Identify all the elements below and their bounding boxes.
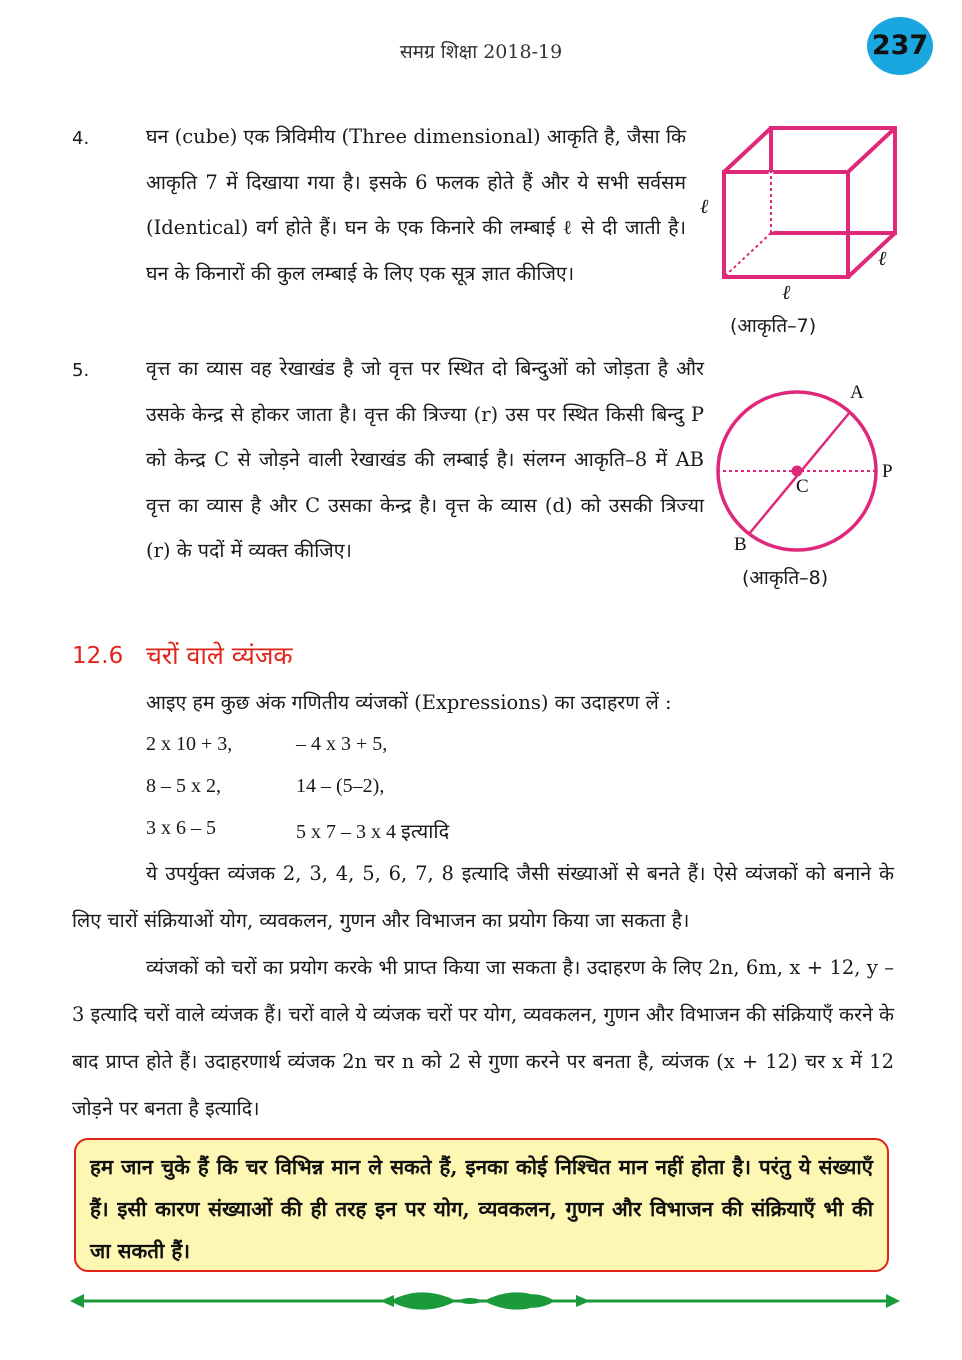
- cube-edge-label-bottom: ℓ: [782, 280, 791, 304]
- expression: 8 – 5 x 2,: [146, 775, 221, 797]
- question-5-text: वृत्त का व्यास वह रेखाखंड है जो वृत्त पर स्थित दो बिन्दुओं को जोड़ता है और उसके केन्द्र से होकर जाता है। वृत्त की त्रिज्या (r) उस पर स्थित किसी बिन्दु P को केन्द्र C से जोड़ने वाली रेखाखंड की लम्बाई है। संलग्न आकृति–8 में AB वृत्त का व्यास है और C उसका केन्द्र है। वृत्त के व्यास (d) को उसकी त्रिज्या (r) के पदों में व्यक्त कीजिए।: [146, 357, 704, 562]
- cube-edge-label-left: ℓ: [700, 194, 709, 218]
- cube-edge-label-right: ℓ: [878, 246, 887, 270]
- expression: 2 x 10 + 3,: [146, 733, 233, 755]
- expression: 5 x 7 – 3 x 4 इत्यादि: [296, 821, 450, 843]
- page-number-badge: 237: [867, 17, 933, 75]
- section-number: 12.6: [72, 643, 124, 669]
- paragraph-2: व्यंजकों को चरों का प्रयोग करके भी प्राप्त किया जा सकता है। उदाहरण के लिए 2n, 6m, x + 12, y – 3 इत्यादि चरों वाले व्यंजक हैं। चरों वाले ये व्यंजक चरों पर योग, व्यवकलन, गुणन और विभाजन की संक्रियाएँ करने के बाद प्राप्त होते हैं। उदाहरणार्थ व्यंजक 2n चर n को 2 से गुणा करने पर बनता है, व्यंजक (x + 12) चर x में 12 जोड़ने पर बनता है इत्यादि।: [72, 956, 894, 1120]
- expression: – 4 x 3 + 5,: [296, 733, 388, 755]
- decorative-divider: [70, 1286, 900, 1316]
- point-a-label: A: [850, 382, 864, 403]
- question-4-text: घन (cube) एक त्रिविमीय (Three dimensional) आकृति है, जैसा कि आकृति 7 में दिखाया गया है। इसके 6 फलक होते हैं और ये सभी सर्वसम (Identical) वर्ग होते हैं। घन के एक किनारे की लम्बाई ℓ से दी जाती है। घन के किनारों की कुल लम्बाई के लिए एक सूत्र ज्ञात कीजिए।: [146, 125, 686, 285]
- section-title: चरों वाले व्यंजक: [146, 641, 293, 670]
- cube-front-face: [724, 172, 848, 277]
- point-p-label: P: [882, 461, 893, 482]
- figure-8-caption: (आकृति–8): [742, 567, 829, 589]
- circle-figure: [712, 380, 912, 560]
- section-intro: आइए हम कुछ अंक गणितीय व्यंजकों (Expressions) का उदाहरण लें :: [146, 691, 672, 714]
- point-b-label: B: [734, 534, 747, 555]
- center-point: [792, 466, 803, 477]
- highlight-note-box: हम जान चुके हैं कि चर विभिन्न मान ले सकते हैं, इनका कोई निश्चित मान नहीं होता है। परंतु ये संख्याएँ हैं। इसी कारण संख्याओं की ही तरह इन पर योग, व्यवकलन, गुणन और विभाजन की संक्रियाएँ भी की जा सकती हैं।: [74, 1138, 889, 1272]
- page-header-title: समग्र शिक्षा 2018-19: [399, 41, 563, 63]
- expression: 14 – (5–2),: [296, 775, 385, 797]
- point-c-label: C: [796, 476, 809, 497]
- question-5-number: 5.: [72, 360, 90, 381]
- expression: 3 x 6 – 5: [146, 817, 216, 839]
- paragraph-1: ये उपर्युक्त व्यंजक 2, 3, 4, 5, 6, 7, 8 इत्यादि जैसी संख्याओं से बनते हैं। ऐसे व्यंजकों को बनाने के लिए चारों संक्रियाओं योग, व्यवकलन, गुणन और विभाजन का प्रयोग किया जा सकता है।: [72, 862, 894, 932]
- figure-7-caption: (आकृति–7): [730, 315, 817, 337]
- question-4-number: 4.: [72, 128, 90, 149]
- cube-figure: [700, 115, 910, 325]
